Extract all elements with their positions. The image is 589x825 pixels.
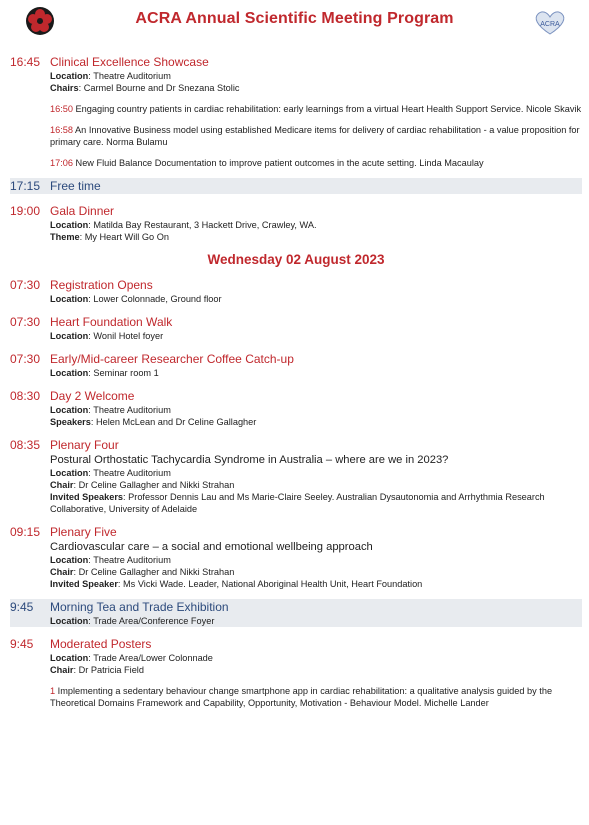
- session-location: : Theatre Auditorium: [88, 71, 171, 81]
- session-location: : Lower Colonnade, Ground floor: [88, 294, 222, 304]
- session-time: 09:15: [10, 525, 41, 539]
- session-location: : Seminar room 1: [88, 368, 159, 378]
- talk-item: 16:58 An Innovative Business model using established Medicare items for delivery of cardiac rehabilitation - a value proposition for primary care. Norma Bulamu: [50, 125, 580, 147]
- session-location: : Trade Area/Lower Colonnade: [88, 653, 213, 663]
- session-subtitle: Postural Orthostatic Tachycardia Syndrome in Australia – where are we in 2023?: [50, 454, 449, 466]
- poster-item: 1 Implementing a sedentary behaviour change smartphone app in cardiac rehabilitation: a qualitative analysis guided by the Theoretical Domains Framework and Capability, Opportunity, Motivation - Behaviour Model. Michelle Lander: [50, 686, 553, 708]
- session-speakers: : Helen McLean and Dr Celine Gallagher: [90, 417, 257, 427]
- page-header: [0, 0, 589, 42]
- session-time: 16:45: [10, 55, 41, 69]
- session-time: 9:45: [10, 600, 34, 614]
- session-title: Plenary Four: [50, 438, 119, 452]
- session-title: Clinical Excellence Showcase: [50, 55, 209, 69]
- session-chair: : Dr Patricia Field: [73, 665, 144, 675]
- session-title: Registration Opens: [50, 278, 153, 292]
- session-title: Gala Dinner: [50, 204, 115, 218]
- session-title: Plenary Five: [50, 525, 117, 539]
- session-heart-foundation-walk: 07:30 Heart Foundation Walk Location: Wonil Hotel foyer: [10, 315, 173, 341]
- session-coffee-catchup: 07:30 Early/Mid-career Researcher Coffee Catch-up Location: Seminar room 1: [10, 352, 294, 378]
- session-morning-tea: 9:45 Morning Tea and Trade Exhibition Location: Trade Area/Conference Foyer: [10, 599, 582, 627]
- session-invited-speakers: : Professor Dennis Lau and Ms Marie-Claire Seeley. Australian Dysautonomia and Arrhythmia Research Collaborative, University of Adelaide: [50, 492, 545, 514]
- session-day2-welcome: 08:30 Day 2 Welcome Location: Theatre Auditorium Speakers: Helen McLean and Dr Celine Gallagher: [10, 389, 257, 427]
- session-time: 07:30: [10, 315, 41, 329]
- day-heading: Wednesday 02 August 2023: [207, 252, 385, 267]
- session-title: Free time: [50, 179, 101, 193]
- session-moderated-posters: 9:45 Moderated Posters Location: Trade Area/Lower Colonnade Chair: Dr Patricia Field 1 Implementing a sedentary behaviour change smartphone app in cardiac rehabilitation: a qualitative analysis guided by the Theoretical Domains Framework and Capability, Opportunity, Motivation - Behaviour Model. Michelle Lander: [10, 636, 582, 709]
- acra-heart-logo-icon: [532, 8, 568, 36]
- session-location: : Theatre Auditorium: [88, 555, 171, 565]
- session-gala-dinner: 19:00 Gala Dinner Location: Matilda Bay Restaurant, 3 Hackett Drive, Crawley, WA. Theme: My Heart Will Go On: [10, 204, 317, 242]
- session-chairs: : Carmel Bourne and Dr Snezana Stolic: [78, 83, 240, 93]
- acra-logo-text: ACRA: [540, 21, 560, 28]
- session-time: 9:45: [10, 637, 34, 651]
- session-title: Moderated Posters: [50, 637, 152, 651]
- session-chair: : Dr Celine Gallagher and Nikki Strahan: [73, 480, 235, 490]
- session-chair: : Dr Celine Gallagher and Nikki Strahan: [73, 567, 235, 577]
- session-time: 19:00: [10, 204, 41, 218]
- session-location: : Theatre Auditorium: [88, 405, 171, 415]
- session-time: 17:15: [10, 179, 41, 193]
- session-plenary-four: 08:35 Plenary Four Postural Orthostatic Tachycardia Syndrome in Australia – where are we in 2023? Location: Theatre Auditorium Chair: Dr Celine Gallagher and Nikki Strahan Invited Speakers: Professor Dennis Lau and Ms Marie-Claire Seeley. Australian Dysautonomia and Arrhythmia Research Collaborative, University of Adelaide: [10, 437, 582, 515]
- session-title: Early/Mid-career Researcher Coffee Catch-up: [50, 352, 294, 366]
- session-location: : Wonil Hotel foyer: [88, 331, 164, 341]
- session-location: : Trade Area/Conference Foyer: [88, 616, 215, 626]
- session-title: Day 2 Welcome: [50, 389, 135, 403]
- session-registration: 07:30 Registration Opens Location: Lower Colonnade, Ground floor: [10, 278, 222, 304]
- session-time: 07:30: [10, 278, 41, 292]
- session-title: Heart Foundation Walk: [50, 315, 173, 329]
- session-time: 07:30: [10, 352, 41, 366]
- session-time: 08:35: [10, 438, 41, 452]
- program-content: [10, 54, 582, 718]
- session-location: : Theatre Auditorium: [88, 468, 171, 478]
- session-invited-speaker: : Ms Vicki Wade. Leader, National Aboriginal Health Unit, Heart Foundation: [117, 579, 423, 589]
- talk-item: 16:50 Engaging country patients in cardiac rehabilitation: early learnings from a virtual Heart Health Support Service. Nicole Skavik: [50, 104, 582, 114]
- session-clinical-excellence: 16:45 Clinical Excellence Showcase Location: Theatre Auditorium Chairs: Carmel Bourne and Dr Snezana Stolic 16:50 Engaging country patients in cardiac rehabilitation: early learnings from a virtual Heart Health Support Service. Nicole Skavik 16:58 An Innovative Business model using established Medicare items for delivery of cardiac rehabilitation - a value proposition for primary care. Norma Bulamu 17:06 New Fluid Balance Documentation to improve patient outcomes in the acute setting. Linda Macaulay: [10, 55, 582, 168]
- session-subtitle: Cardiovascular care – a social and emotional wellbeing approach: [50, 541, 373, 553]
- session-free-time: [10, 178, 582, 194]
- session-theme: : My Heart Will Go On: [79, 232, 169, 242]
- session-location: : Matilda Bay Restaurant, 3 Hackett Drive, Crawley, WA.: [88, 220, 317, 230]
- page-title: ACRA Annual Scientific Meeting Program: [135, 10, 454, 27]
- session-time: 08:30: [10, 389, 41, 403]
- session-title: Morning Tea and Trade Exhibition: [50, 600, 229, 614]
- session-plenary-five: 09:15 Plenary Five Cardiovascular care – a social and emotional wellbeing approach Location: Theatre Auditorium Chair: Dr Celine Gallagher and Nikki Strahan Invited Speaker: Ms Vicki Wade. Leader, National Aboriginal Health Unit, Heart Foundation: [10, 524, 582, 590]
- talk-item: 17:06 New Fluid Balance Documentation to improve patient outcomes in the acute setting. Linda Macaulay: [50, 158, 484, 168]
